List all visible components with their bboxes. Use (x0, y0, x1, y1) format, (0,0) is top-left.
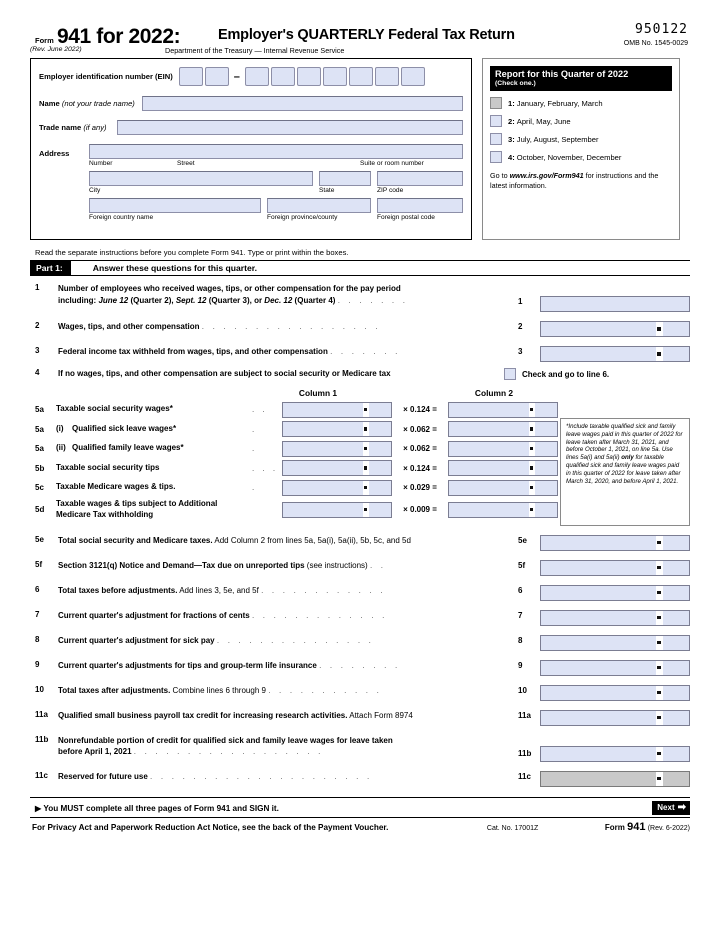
city-state-zip-row (89, 171, 463, 186)
line-11c-leaders: . . . . . . . . . . . . . . . . . . . . . (150, 771, 373, 781)
quarter-4-number: 4: (508, 152, 515, 162)
qualified-leave-footnote (560, 418, 690, 526)
quarter-3-number: 3: (508, 134, 515, 144)
line-4-row (30, 368, 690, 380)
line-9-input[interactable] (540, 660, 690, 676)
quarter-3-label: July, August, September (516, 134, 599, 144)
line-2-input[interactable] (540, 321, 690, 337)
line-1-tag: 1 (518, 297, 523, 306)
line-5f-text (58, 560, 518, 572)
line-7-text (58, 610, 518, 622)
line-10-row (30, 685, 690, 701)
line-5c-leaders: . (252, 483, 258, 492)
caption-zip: ZIP code (377, 187, 404, 194)
form-word-label: Form (35, 36, 54, 45)
line-11a-row (30, 710, 690, 726)
line-5ai-number: 5a (35, 424, 44, 434)
checkbox-quarter-4-icon[interactable] (490, 151, 502, 163)
quarter-option-3[interactable] (490, 133, 672, 145)
caption-foreign-province: Foreign province/county (267, 214, 338, 221)
line-2-number: 2 (35, 321, 40, 330)
line-11b-row (30, 735, 690, 762)
line-10-input[interactable] (540, 685, 690, 701)
city-state-zip-captions (89, 187, 463, 194)
line-11b-number: 11b (35, 734, 49, 744)
line-5f-number: 5f (35, 559, 43, 569)
line-5ai-rate: × 0.062 = (403, 424, 437, 434)
part-1-tag: Part 1: (30, 261, 71, 275)
ein-digit-7[interactable] (349, 67, 373, 86)
column-1-header: Column 1 (298, 388, 338, 398)
ein-digit-8[interactable] (375, 67, 399, 86)
quarter-option-4[interactable] (490, 151, 672, 163)
line-5f-label-norm: (see instructions) (304, 560, 368, 570)
name-row (39, 96, 463, 111)
line-5d-rate: × 0.009 = (403, 505, 437, 515)
line-11c-number: 11c (35, 770, 48, 780)
address-column (89, 144, 463, 221)
line-9-row (30, 660, 690, 676)
line-9-text (58, 660, 518, 672)
line-5b-rate: × 0.124 = (403, 463, 437, 473)
line-5a-rate: × 0.124 = (403, 405, 437, 414)
line-5b-label: Taxable social security tips (56, 462, 160, 472)
line-5c-number: 5c (35, 483, 44, 492)
footnote-part-1: *Include taxable qualified sick and family leave wages paid in this quarter of 2022 for leave taken after March 31, 2021, and before October 1, 2021, on line 5a. Use lines 5a(i) and 5a(ii) (566, 423, 683, 462)
line-9-tag: 9 (518, 660, 523, 670)
footer-form-word: Form (604, 822, 625, 832)
form-revision-label: (Rev. June 2022) (30, 46, 82, 53)
ein-digit-1[interactable] (179, 67, 203, 86)
line-11c-label: Reserved for future use (58, 771, 148, 781)
line-6-row (30, 585, 690, 601)
quarter-selection-box (482, 58, 680, 240)
line-5a-number: 5a (35, 405, 44, 414)
line-10-tag: 10 (518, 685, 527, 695)
line-5a-column-2-input[interactable] (448, 402, 558, 418)
line-1-text-a: Number of employees who received wages, tips, or other compensation for the pay period (58, 284, 401, 293)
line-10-number: 10 (35, 684, 44, 694)
column-headers (30, 388, 690, 398)
name-input[interactable] (142, 96, 463, 111)
caption-state: State (319, 187, 335, 194)
department-label: Department of the Treasury — Internal Revenue Service (165, 46, 345, 55)
ein-dash: – (233, 70, 240, 83)
ein-digit-5[interactable] (297, 67, 321, 86)
state-input[interactable] (319, 171, 371, 186)
line-4-number: 4 (35, 368, 40, 377)
line-5b-column-1-input[interactable] (282, 460, 392, 476)
line-11b-input[interactable] (540, 746, 690, 762)
address-street-input[interactable] (89, 144, 463, 159)
line-11c-row (30, 771, 690, 787)
line-1-text-b1: including: (58, 295, 99, 305)
trade-name-input[interactable] (117, 120, 463, 135)
checkbox-quarter-3-icon[interactable] (490, 133, 502, 145)
part-1-header-bar (30, 260, 690, 276)
footer-form-number (605, 821, 690, 833)
line-5d-label: Taxable wages & tips subject to Additional Medicare Tax withholding (56, 499, 218, 519)
omb-number: OMB No. 1545-0029 (623, 40, 688, 47)
ein-label: Employer identification number (EIN) (39, 72, 173, 81)
form-masthead (30, 22, 690, 58)
line-11b-tag: 11b (518, 748, 532, 758)
footer-form-941: 941 (627, 820, 646, 833)
form-serial-number: 950122 (635, 22, 688, 37)
line-9-leaders: . . . . . . . . (319, 660, 401, 670)
line-2-leaders: . . . . . . . . . . . . . . . . . (201, 322, 381, 331)
line-5e-label-bold: Total social security and Medicare taxes. (58, 535, 213, 545)
footer-form-rev: (Rev. 6-2022) (647, 824, 690, 832)
line-11c-text (58, 771, 518, 783)
line-5aii-leaders: . (252, 444, 258, 453)
columns-section (30, 388, 690, 521)
line-3-input[interactable] (540, 346, 690, 362)
line-11a-label-bold: Qualified small business payroll tax credit for increasing research activities. (58, 710, 348, 720)
line-3-number: 3 (35, 346, 40, 355)
line-1-date-3: Dec. 12 (264, 295, 293, 305)
line-5e-tag: 5e (518, 535, 527, 545)
line-4-check-group[interactable] (504, 368, 609, 380)
line-5a-row (30, 402, 690, 418)
line-8-leaders: . . . . . . . . . . . . . . . (216, 635, 375, 645)
foreign-province-input[interactable] (267, 198, 371, 213)
line-9-number: 9 (35, 659, 40, 669)
line-11b-leaders: . . . . . . . . . . . . . . . . . . (133, 747, 324, 757)
line-3-leaders: . . . . . . . (330, 347, 401, 356)
line-7-leaders: . . . . . . . . . . . . . (251, 610, 388, 620)
irs-website-link[interactable]: www.irs.gov/Form941 (509, 171, 584, 180)
ein-digit-6[interactable] (323, 67, 347, 86)
line-8-number: 8 (35, 634, 40, 644)
quarter-header (490, 66, 672, 91)
line-5e-label-norm: Add Column 2 from lines 5a, 5a(i), 5a(ii), 5b, 5c, and 5d (212, 535, 411, 545)
line-6-number: 6 (35, 584, 40, 594)
quarter-1-label: January, February, March (516, 98, 603, 108)
line-5a-leaders: . . (252, 405, 268, 414)
line-1-number: 1 (35, 283, 40, 292)
line-5aii-column-2-input[interactable] (448, 441, 558, 457)
caption-foreign-postal: Foreign postal code (377, 214, 435, 221)
next-button[interactable] (652, 801, 690, 815)
trade-name-label: Trade name (if any) (39, 123, 107, 132)
address-captions (89, 160, 463, 167)
caption-number: Number (89, 160, 113, 167)
line-4-check-label: Check and go to line 6. (522, 369, 610, 379)
line-5c-label: Taxable Medicare wages & tips. (56, 482, 176, 492)
line-5ai-column-2-input[interactable] (448, 421, 558, 437)
address-label: Address (39, 149, 70, 158)
catalog-number: Cat. No. 17001Z (486, 824, 539, 832)
line-8-tag: 8 (518, 635, 523, 645)
line-11c-input (540, 771, 690, 787)
line-3-label: Federal income tax withheld from wages, tips, and other compensation (58, 347, 328, 356)
quarter-4-label: October, November, December (516, 152, 622, 162)
trade-name-row (39, 120, 463, 135)
quarter-1-number: 1: (508, 98, 515, 108)
line-7-row (30, 610, 690, 626)
line-5e-number: 5e (35, 534, 44, 544)
line-5c-column-1-input[interactable] (282, 480, 392, 496)
checkbox-line-4-icon[interactable] (504, 368, 516, 380)
line-11a-input[interactable] (540, 710, 690, 726)
line-10-label-bold: Total taxes after adjustments. (58, 685, 171, 695)
quarter-option-1[interactable] (490, 97, 672, 109)
line-2-label: Wages, tips, and other compensation (58, 322, 200, 331)
quarter-2-label: April, May, June (516, 116, 571, 126)
line-2-text (58, 321, 518, 333)
quarter-instructions-note (490, 171, 672, 190)
line-5ai-column-1-input[interactable] (282, 421, 392, 437)
line-10-text (58, 685, 518, 697)
line-1-row (30, 283, 690, 312)
line-1-text-b3: (Quarter 2), (128, 295, 176, 305)
line-6-leaders: . . . . . . . . . . . . (261, 585, 386, 595)
ein-digit-9[interactable] (401, 67, 425, 86)
line-11a-label-norm: Attach Form 8974 (347, 710, 413, 720)
line-11b-text (58, 735, 518, 758)
line-11c-tag: 11c (518, 771, 531, 781)
ein-row (39, 67, 463, 86)
line-1-date-2: Sept. 12 (175, 295, 207, 305)
quarter-2-number: 2: (508, 116, 515, 126)
line-5a-column-1-input[interactable] (282, 402, 392, 418)
line-5f-row (30, 560, 690, 576)
line-1-input[interactable] (540, 296, 690, 312)
line-5c-rate: × 0.029 = (403, 483, 437, 492)
line-11a-text (58, 710, 518, 722)
caption-suite: Suite or room number (360, 160, 424, 167)
line-5d-column-2-input[interactable] (448, 502, 558, 518)
line-5aii-column-1-input[interactable] (282, 441, 392, 457)
line-1-text (58, 283, 518, 306)
line-8-row (30, 635, 690, 651)
identity-box (30, 58, 472, 240)
line-8-input[interactable] (540, 635, 690, 651)
line-5a-label: Taxable social security wages* (56, 404, 173, 414)
line-3-text (58, 346, 518, 358)
line-1-leaders: . . . . . . . (337, 295, 409, 305)
line-5c-column-2-input[interactable] (448, 480, 558, 496)
line-5f-input[interactable] (540, 560, 690, 576)
line-8-text (58, 635, 518, 647)
ein-digit-2[interactable] (205, 67, 229, 86)
line-1-text-b5: (Quarter 3), or (206, 295, 265, 305)
line-10-leaders: . . . . . . . . . . . (268, 685, 383, 695)
line-5d-number: 5d (35, 505, 45, 515)
zip-input[interactable] (377, 171, 463, 186)
quarter-header-title: Report for this Quarter of 2022 (495, 69, 629, 79)
footer-bottom-row (30, 818, 690, 833)
line-5b-number: 5b (35, 463, 45, 473)
line-7-label: Current quarter's adjustment for fractions of cents (58, 610, 250, 620)
line-8-label: Current quarter's adjustment for sick pay (58, 635, 215, 645)
line-5f-tag: 5f (518, 560, 526, 570)
privacy-act-notice: For Privacy Act and Paperwork Reduction Act Notice, see the back of the Payment Voucher. (32, 822, 389, 832)
line-6-label-bold: Total taxes before adjustments. (58, 585, 178, 595)
line-11a-tag: 11a (518, 710, 531, 720)
line-5ai-label: (i) Qualified sick leave wages* (56, 423, 177, 433)
caption-city: City (89, 187, 101, 194)
foreign-row (89, 198, 463, 213)
line-2-tag: 2 (518, 322, 523, 331)
caption-foreign-country: Foreign country name (89, 214, 154, 221)
read-instructions-line: Read the separate instructions before you complete Form 941. Type or print within the boxes. (35, 248, 349, 257)
line-5b-column-2-input[interactable] (448, 460, 558, 476)
line-11b-label-b: before April 1, 2021 (58, 747, 132, 757)
arrow-right-icon: ➡ (677, 801, 686, 813)
footnote-part-2: for taxable qualified sick and family leave wages paid in this quarter of 2022 for leave taken after March 31, 2020, and before April 1, 2021. (566, 454, 681, 485)
line-5f-leaders: . . (369, 560, 387, 570)
line-5d-column-1-input[interactable] (282, 502, 392, 518)
quarter-option-2[interactable] (490, 115, 672, 127)
line-5aii-number: 5a (35, 444, 44, 453)
foreign-postal-input[interactable] (377, 198, 463, 213)
line-2-row (30, 321, 690, 337)
line-11b-label-a: Nonrefundable portion of credit for qualified sick and family leave wages for leave taken (58, 735, 393, 745)
line-6-input[interactable] (540, 585, 690, 601)
line-7-input[interactable] (540, 610, 690, 626)
footer-must-complete-row (30, 798, 690, 817)
form-number-title: 941 for 2022: (57, 25, 181, 48)
line-5e-text (58, 535, 518, 547)
line-5aii-roman: (ii) (56, 443, 66, 453)
next-button-label: Next (657, 803, 675, 813)
line-5aii-label: (ii) Qualified family leave wages* (56, 443, 184, 453)
city-input[interactable] (89, 171, 313, 186)
line-1-text-b7: (Quarter 4) (292, 295, 336, 305)
line-7-number: 7 (35, 609, 40, 619)
must-complete-notice: ▶ You MUST complete all three pages of Form 941 and SIGN it. (35, 803, 279, 813)
form-title: Employer's QUARTERLY Federal Tax Return (218, 27, 515, 43)
ein-digit-3[interactable] (245, 67, 269, 86)
line-5e-row (30, 535, 690, 551)
foreign-country-input[interactable] (89, 198, 261, 213)
line-5b-leaders: . . . (252, 463, 279, 473)
name-label: Name (not your trade name) (39, 99, 135, 108)
line-11a-number: 11a (35, 709, 48, 719)
column-2-header: Column 2 (474, 388, 514, 398)
quarter-note-pre: Go to (490, 171, 510, 180)
line-5f-label-bold: Section 3121(q) Notice and Demand—Tax due on unreported tips (58, 560, 305, 570)
line-5e-input[interactable] (540, 535, 690, 551)
line-4-text: If no wages, tips, and other compensation are subject to social security or Medicare tax (58, 369, 391, 378)
line-1-date-1: June 12 (98, 295, 129, 305)
ein-digit-4[interactable] (271, 67, 295, 86)
part-1-title: Answer these questions for this quarter. (92, 263, 258, 273)
line-6-label-norm: Add lines 3, 5e, and 5f (177, 585, 259, 595)
caption-street: Street (177, 160, 195, 167)
foreign-captions (89, 214, 463, 221)
checkbox-quarter-1-icon[interactable] (490, 97, 502, 109)
checkbox-quarter-2-icon[interactable] (490, 115, 502, 127)
line-10-label-norm: Combine lines 6 through 9 (170, 685, 266, 695)
line-5ai-roman: (i) (56, 423, 64, 433)
footnote-only-emphasis: only (621, 454, 634, 462)
quarter-note-post: for instructions and the latest information. (490, 171, 659, 190)
quarter-header-subtitle: (Check one.) (495, 80, 536, 87)
line-6-text (58, 585, 518, 597)
line-5aii-rate: × 0.062 = (403, 444, 437, 453)
line-3-row (30, 346, 690, 362)
identity-and-quarter-row (30, 58, 690, 240)
line-9-label: Current quarter's adjustments for tips and group-term life insurance (58, 660, 317, 670)
line-7-tag: 7 (518, 610, 523, 620)
line-3-tag: 3 (518, 347, 523, 356)
line-5ai-leaders: . (252, 424, 258, 434)
address-row (39, 144, 463, 221)
line-6-tag: 6 (518, 585, 523, 595)
